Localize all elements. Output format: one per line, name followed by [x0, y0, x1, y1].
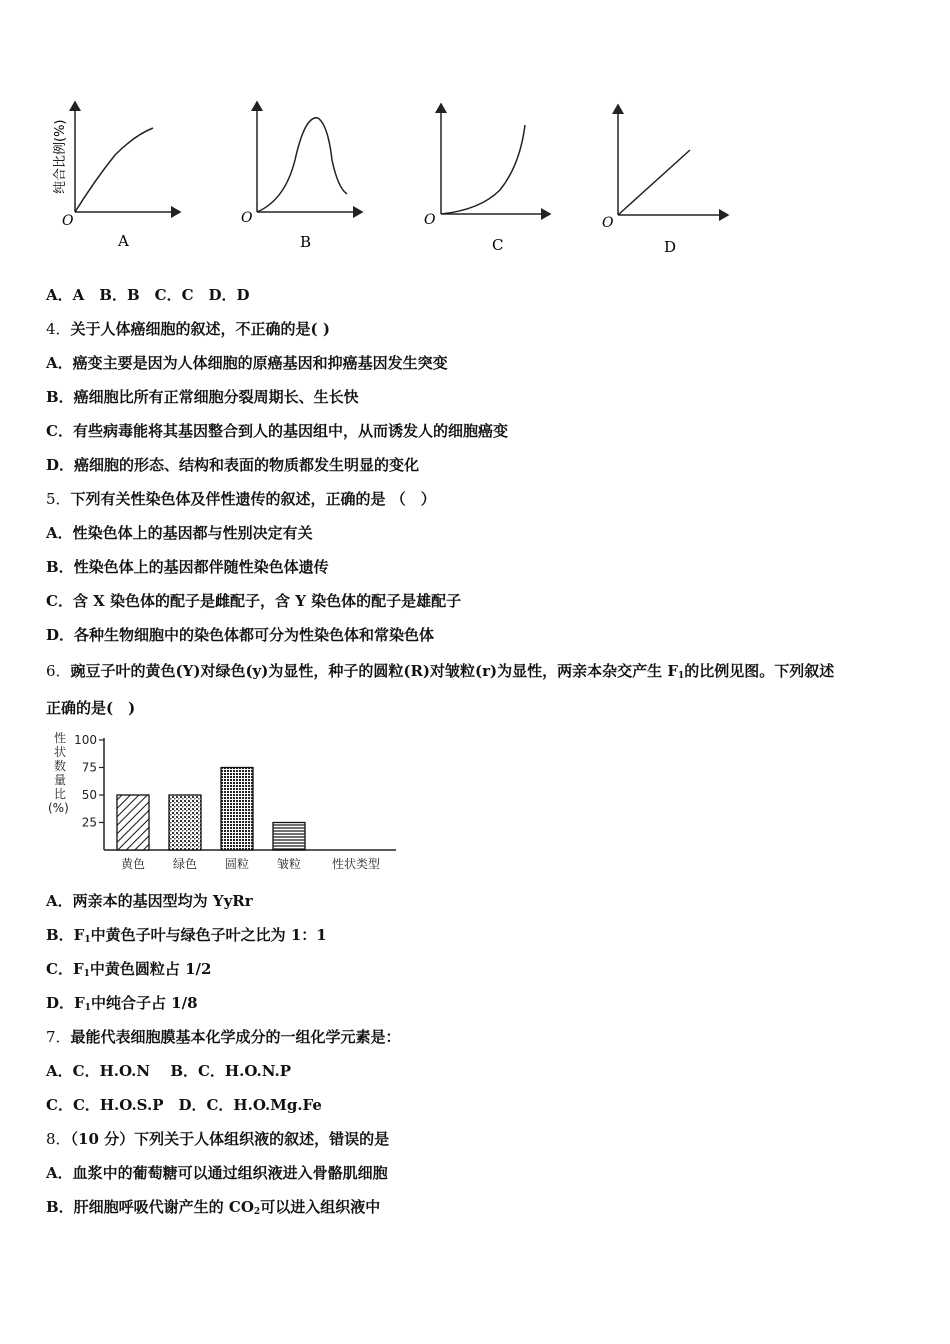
q6-option-d — [46, 992, 198, 1019]
chart-xlabel: 性状类型 — [332, 857, 381, 871]
graph-c-label: C — [492, 236, 504, 254]
bar-4 — [273, 823, 305, 851]
y-tick-label-100: 100 — [74, 733, 97, 747]
q6-stem-part1: 豌豆子叶的黄色(Y)对绿色(y)为显性，种子的圆粒(R)对皱粒(r)为显性，两亲本杂交产生 F — [70, 662, 678, 680]
y-tick-label-25: 25 — [81, 815, 97, 830]
graph-c — [424, 104, 550, 254]
q5-stem — [46, 488, 436, 510]
q8-stem-text: （10 分）下列关于人体组织液的叙述，错误的是 — [70, 1130, 390, 1148]
q7-stem-text: 最能代表细胞膜基本化学成分的一组化学元素是： — [70, 1028, 401, 1046]
line-graphs-abcd — [40, 90, 760, 265]
q4-number: 4． — [46, 320, 71, 338]
q8-stem — [46, 1128, 389, 1150]
q6-option-d-post: 中纯合子占 1/8 — [90, 994, 198, 1012]
graph-a-origin: O — [62, 213, 74, 229]
q4-stem — [46, 318, 330, 340]
q6-stem-line2: 正确的是( ) — [46, 699, 136, 717]
q6-option-b-pre: B．F — [46, 926, 85, 944]
curve-a — [75, 128, 153, 212]
q7-stem — [46, 1026, 401, 1048]
q6-bar-chart — [44, 728, 404, 876]
x-tick-label-2: 绿色 — [172, 857, 198, 871]
q6-stem-sub: 1 — [678, 671, 685, 681]
q7-options-line2: C．C．H.O.S.P D．C．H.O.Mg.Fe — [46, 1096, 322, 1114]
q8-option-b — [46, 1196, 380, 1223]
q8-number: 8． — [46, 1130, 71, 1148]
curve-c — [441, 125, 525, 214]
q8-option-b-post: 可以进入组织液中 — [260, 1198, 381, 1216]
y-tick-label-75: 75 — [81, 760, 97, 775]
q6-option-b-sub: 1 — [84, 935, 91, 945]
q4-option-b: B．癌细胞比所有正常细胞分裂周期长、生长快 — [46, 388, 359, 406]
q4-option-d: D．癌细胞的形态、结构和表面的物质都发生明显的变化 — [46, 456, 420, 474]
curve-d — [618, 150, 690, 215]
graph-d-origin: O — [602, 215, 614, 231]
graph-b — [241, 102, 362, 251]
q5-option-b: B．性染色体上的基因都伴随性染色体遗传 — [46, 558, 329, 576]
x-tick-label-4: 皱粒 — [276, 857, 302, 871]
q6-option-a: A．两亲本的基因型均为 YyRr — [46, 892, 253, 910]
q6-option-c-post: 中黄色圆粒占 1/2 — [89, 960, 212, 978]
y-tick-label-50: 50 — [81, 788, 97, 802]
q6-stem-part2: 的比例见图。下列叙述 — [684, 662, 835, 680]
q4-stem-text: 关于人体癌细胞的叙述，不正确的是( ) — [70, 320, 330, 338]
q6-option-d-sub: 1 — [84, 1003, 91, 1013]
q5-stem-text: 下列有关性染色体及伴性遗传的叙述，正确的是 （ ） — [70, 490, 436, 508]
q7-number: 7． — [46, 1028, 71, 1046]
bar-1 — [117, 795, 149, 850]
q8-option-b-pre: B．肝细胞呼吸代谢产生的 CO — [46, 1198, 254, 1216]
graph-d-label: D — [664, 238, 677, 256]
q6-option-c-sub: 1 — [83, 969, 90, 979]
q3-options: A．A B．B C．C D．D — [46, 286, 250, 304]
graph-a-label: A — [118, 232, 129, 250]
q4-option-a: A．癌变主要是因为人体细胞的原癌基因和抑癌基因发生突变 — [46, 354, 448, 372]
graph-d — [602, 105, 728, 256]
q5-option-d: D．各种生物细胞中的染色体都可分为性染色体和常染色体 — [46, 626, 435, 644]
q6-option-c — [46, 958, 211, 985]
q6-option-c-pre: C．F — [46, 960, 84, 978]
q6-stem — [46, 660, 834, 687]
graph-b-label: B — [300, 233, 312, 251]
graph-a — [52, 102, 180, 250]
q6-option-b — [46, 924, 327, 951]
q6-option-d-pre: D．F — [46, 994, 85, 1012]
q5-number: 5． — [46, 490, 71, 508]
graph-b-origin: O — [241, 210, 253, 226]
q4-option-c: C．有些病毒能将其基因整合到人的基因组中，从而诱发人的细胞癌变 — [46, 422, 508, 440]
bar-3 — [221, 768, 253, 851]
bar-2 — [169, 795, 201, 850]
graph-c-origin: O — [424, 212, 436, 228]
q5-option-c: C．含 X 染色体的配子是雌配子，含 Y 染色体的配子是雄配子 — [46, 592, 462, 610]
q5-option-a: A．性染色体上的基因都与性别决定有关 — [46, 524, 313, 542]
q8-option-b-sub: 2 — [253, 1207, 261, 1217]
q6-option-b-post: 中黄色子叶与绿色子叶之比为 1：1 — [90, 926, 327, 944]
curve-b — [257, 118, 347, 212]
q6-number: 6． — [46, 662, 71, 680]
x-tick-label-1: 黄色 — [120, 857, 146, 871]
q8-option-a: A．血浆中的葡萄糖可以通过组织液进入骨骼肌细胞 — [46, 1164, 388, 1182]
graph-a-ylabel: 纯合比例(%) — [53, 119, 68, 194]
chart-ylabel: 性状数量比(%) — [48, 731, 69, 815]
x-tick-label-3: 圆粒 — [224, 857, 250, 871]
q7-options-line1: A．C．H.O.N B．C．H.O.N.P — [46, 1062, 291, 1080]
